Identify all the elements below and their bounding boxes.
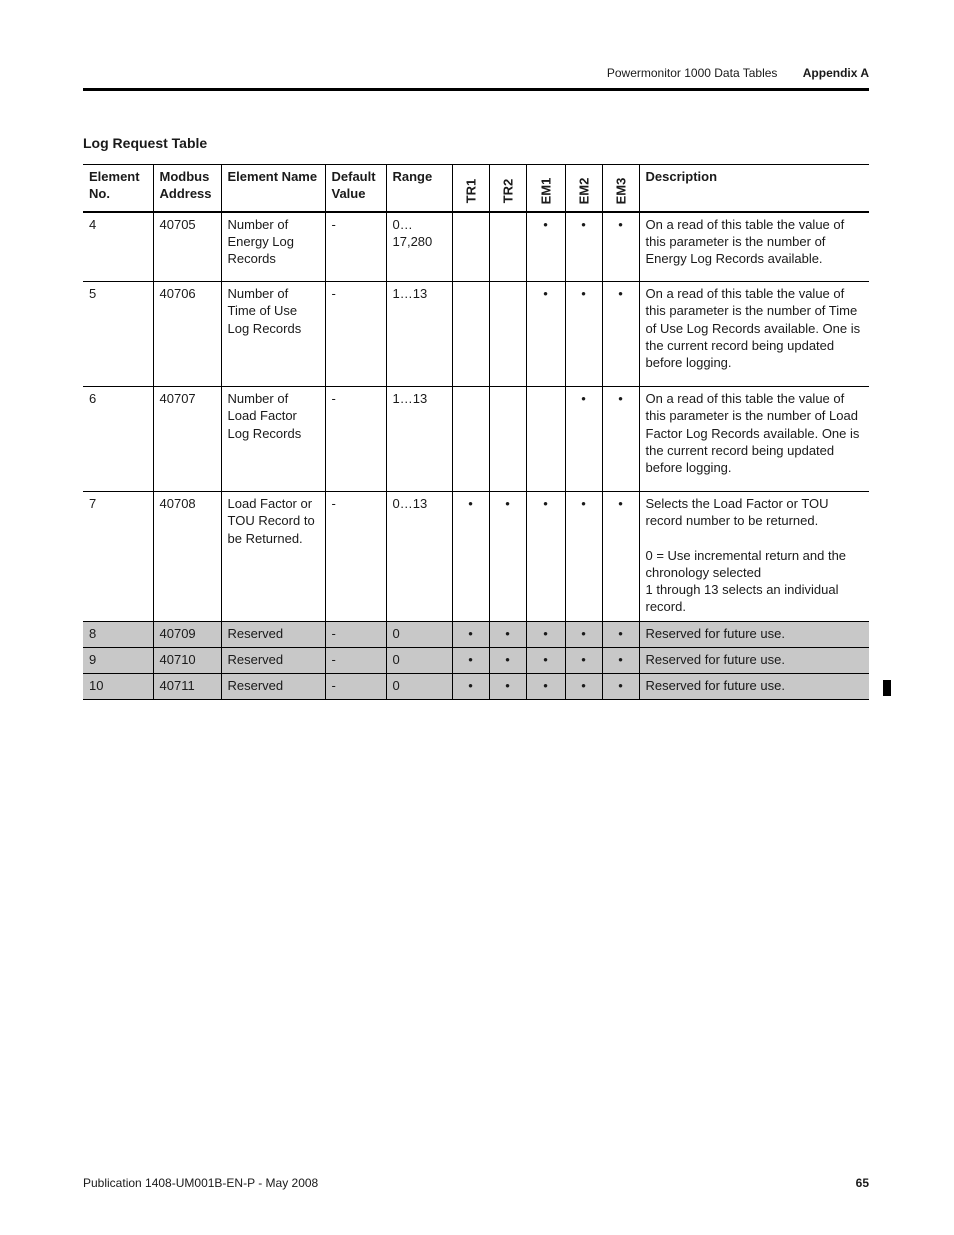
cell-tr2 [489, 282, 526, 387]
description-text: On a read of this table the value of this parameter is the number of Time of Use Log Records available. One is the current record being updated before logging. [645, 286, 861, 371]
header-section-title: Powermonitor 1000 Data Tables [606, 66, 778, 80]
cell-em3: • [602, 648, 639, 674]
log-request-table [83, 164, 869, 700]
col-header-em2-label: EM2 [575, 177, 591, 205]
cell-em1: • [526, 648, 565, 674]
running-header [607, 66, 869, 80]
cell-modbus-address: 40708 [153, 492, 221, 622]
cell-element-no: 9 [83, 648, 153, 674]
cell-element-name: Reserved [221, 648, 325, 674]
footer-page-number: 65 [855, 1176, 869, 1190]
cell-element-name: Load Factor or TOU Record to be Returned. [221, 492, 325, 622]
cell-default-value: - [325, 648, 386, 674]
cell-em3: • [602, 387, 639, 492]
cell-tr2: • [489, 622, 526, 648]
cell-range: 0 [386, 648, 452, 674]
description-text: On a read of this table the value of this parameter is the number of Load Factor Log Records available. One is the current record being updated before logging. [645, 391, 860, 476]
header-rule [83, 88, 869, 91]
description-text: 1 through 13 selects an individual record. [645, 582, 839, 615]
cell-description: Reserved for future use. [639, 622, 869, 648]
cell-element-no: 8 [83, 622, 153, 648]
cell-em1 [526, 387, 565, 492]
col-header-tr1 [452, 165, 489, 212]
cell-modbus-address: 40711 [153, 674, 221, 700]
cell-em1: • [526, 622, 565, 648]
cell-em3: • [602, 674, 639, 700]
cell-range: 0…13 [386, 492, 452, 622]
cell-description: Reserved for future use. [639, 674, 869, 700]
side-thumb-tab [883, 680, 891, 696]
cell-range: 0 [386, 622, 452, 648]
cell-em1: • [526, 212, 565, 282]
col-header-range: Range [386, 165, 452, 212]
cell-default-value: - [325, 212, 386, 282]
table-header-row [83, 165, 869, 212]
cell-tr1: • [452, 674, 489, 700]
header-appendix-label: Appendix A [802, 66, 869, 80]
description-text: Selects the Load Factor or TOU record number to be returned. [645, 496, 829, 529]
table-row [83, 622, 869, 648]
cell-em1: • [526, 282, 565, 387]
cell-range: 0 [386, 674, 452, 700]
cell-tr1: • [452, 492, 489, 622]
col-header-em1-label: EM1 [537, 177, 553, 205]
cell-modbus-address: 40705 [153, 212, 221, 282]
cell-description [639, 492, 869, 622]
col-header-element-name: Element Name [221, 165, 325, 212]
cell-tr1 [452, 212, 489, 282]
cell-element-name: Number of Time of Use Log Records [221, 282, 325, 387]
table-row [83, 492, 869, 622]
cell-element-name: Number of Energy Log Records [221, 212, 325, 282]
table-row [83, 387, 869, 492]
col-header-element-no: Element No. [83, 165, 153, 212]
cell-default-value: - [325, 282, 386, 387]
cell-em2: • [565, 622, 602, 648]
cell-default-value: - [325, 674, 386, 700]
cell-element-no: 5 [83, 282, 153, 387]
col-header-tr1-label: TR1 [462, 178, 478, 204]
cell-em2: • [565, 648, 602, 674]
col-header-tr2-label: TR2 [499, 178, 515, 204]
cell-tr1: • [452, 622, 489, 648]
cell-em1: • [526, 492, 565, 622]
cell-modbus-address: 40707 [153, 387, 221, 492]
cell-default-value: - [325, 622, 386, 648]
cell-tr1 [452, 282, 489, 387]
col-header-modbus-address: Modbus Address [153, 165, 221, 212]
table-row [83, 648, 869, 674]
cell-em2: • [565, 492, 602, 622]
cell-em3: • [602, 282, 639, 387]
cell-range: 0… 17,280 [386, 212, 452, 282]
cell-em3: • [602, 492, 639, 622]
cell-modbus-address: 40706 [153, 282, 221, 387]
cell-element-no: 4 [83, 212, 153, 282]
col-header-em3-label: EM3 [612, 177, 628, 205]
cell-default-value: - [325, 387, 386, 492]
cell-default-value: - [325, 492, 386, 622]
cell-range: 1…13 [386, 282, 452, 387]
table-row [83, 212, 869, 282]
cell-em2: • [565, 387, 602, 492]
cell-tr2: • [489, 492, 526, 622]
cell-tr2 [489, 387, 526, 492]
cell-tr1 [452, 387, 489, 492]
cell-tr2: • [489, 674, 526, 700]
cell-em3: • [602, 622, 639, 648]
table-row [83, 674, 869, 700]
col-header-description: Description [639, 165, 869, 212]
cell-tr1: • [452, 648, 489, 674]
cell-element-no: 6 [83, 387, 153, 492]
cell-tr2 [489, 212, 526, 282]
cell-element-no: 7 [83, 492, 153, 622]
cell-element-name: Reserved [221, 622, 325, 648]
cell-modbus-address: 40710 [153, 648, 221, 674]
cell-description [639, 212, 869, 282]
description-text: On a read of this table the value of this parameter is the number of Energy Log Records available. [645, 216, 845, 267]
col-header-tr2 [489, 165, 526, 212]
cell-description: Reserved for future use. [639, 648, 869, 674]
cell-element-name: Number of Load Factor Log Records [221, 387, 325, 492]
table-title: Log Request Table [83, 135, 208, 151]
cell-em2: • [565, 282, 602, 387]
footer-publication: Publication 1408-UM001B-EN-P - May 2008 [83, 1176, 319, 1190]
col-header-em2 [565, 165, 602, 212]
cell-element-no: 10 [83, 674, 153, 700]
cell-range: 1…13 [386, 387, 452, 492]
col-header-em3 [602, 165, 639, 212]
cell-element-name: Reserved [221, 674, 325, 700]
cell-tr2: • [489, 648, 526, 674]
cell-description [639, 387, 869, 492]
cell-em1: • [526, 674, 565, 700]
description-text: 0 = Use incremental return and the chronology selected [645, 547, 847, 580]
col-header-em1 [526, 165, 565, 212]
table-row [83, 282, 869, 387]
cell-em3: • [602, 212, 639, 282]
cell-em2: • [565, 674, 602, 700]
cell-em2: • [565, 212, 602, 282]
col-header-default-value: Default Value [325, 165, 386, 212]
cell-modbus-address: 40709 [153, 622, 221, 648]
cell-description [639, 282, 869, 387]
